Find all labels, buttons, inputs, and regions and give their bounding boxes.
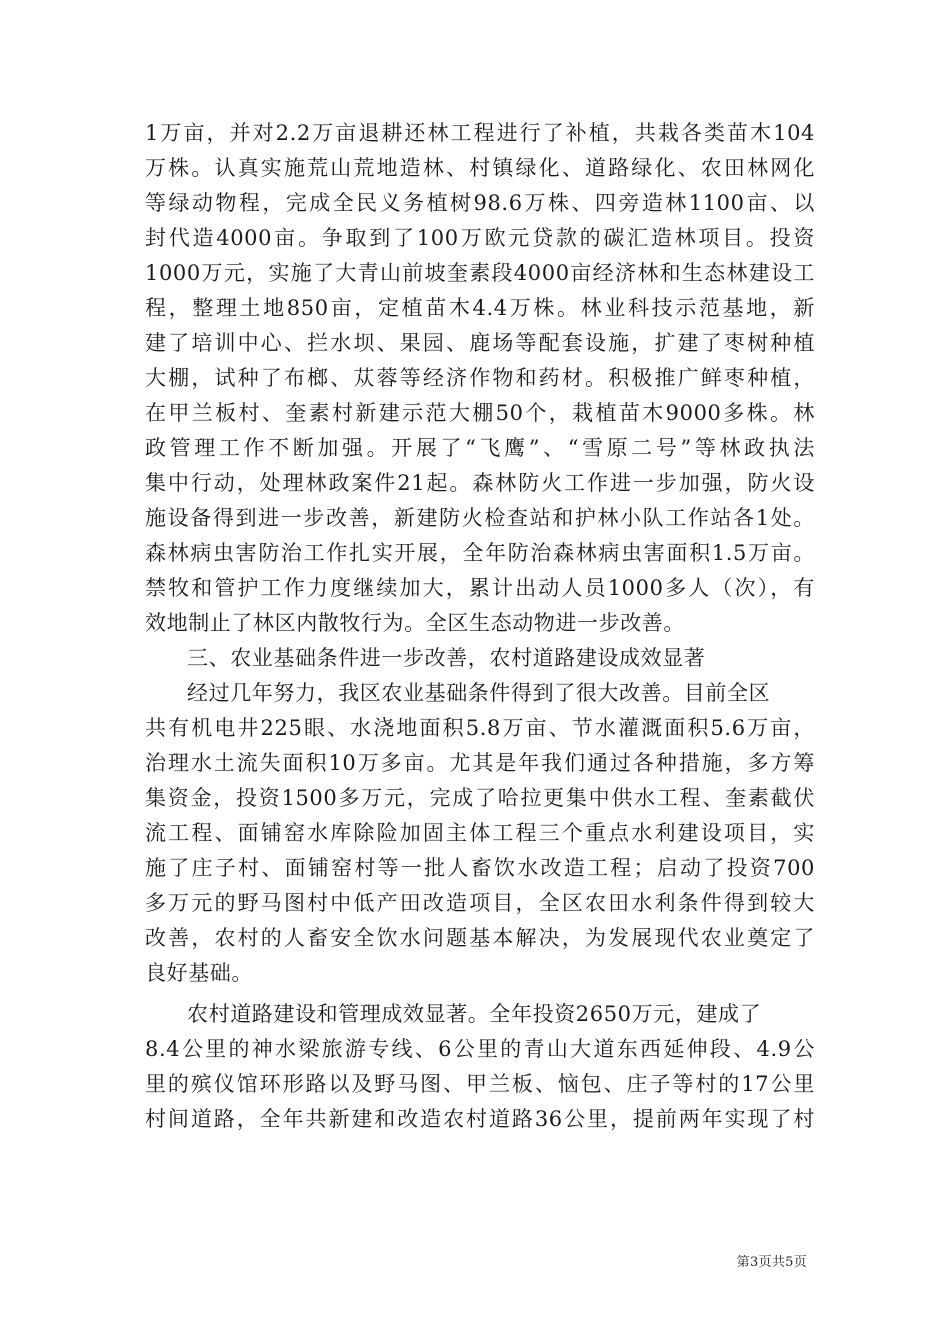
paragraph-roads — [145, 997, 815, 1137]
text-line: 1000万元，实施了大青山前坡奎素段4000亩经济林和生态林建设工 — [145, 261, 815, 285]
text-line: 共有机电井225眼、水浇地面积5.8万亩、节水灌溉面积5.6万亩， — [145, 716, 815, 740]
text-line: 良好基础。 — [145, 961, 253, 985]
text-line: 农村道路建设和管理成效显著。全年投资2650万元，建成了 — [187, 1002, 762, 1026]
paragraph-forestry — [145, 116, 815, 641]
section-heading: 三、农业基础条件进一步改善，农村道路建设成效显著 — [187, 646, 706, 670]
text-line: 里的殡仪馆环形路以及野马图、甲兰板、恼包、庄子等村的17公里 — [145, 1072, 815, 1096]
text-line: 程，整理土地850亩，定植苗木4.4万株。林业科技示范基地，新 — [145, 296, 815, 320]
text-line: 建了培训中心、拦水坝、果园、鹿场等配套设施，扩建了枣树种植 — [145, 331, 815, 355]
text-line: 多万元的野马图村中低产田改造项目，全区农田水利条件得到较大 — [145, 891, 815, 915]
text-line: 封代造4000亩。争取到了100万欧元贷款的碳汇造林项目。投资 — [145, 226, 815, 250]
text-line: 施设备得到进一步改善，新建防火检查站和护林小队工作站各1处。 — [145, 506, 815, 530]
text-line: 森林病虫害防治工作扎实开展，全年防治森林病虫害面积1.5万亩。 — [145, 541, 815, 565]
text-line: 禁牧和管护工作力度继续加大，累计出动人员1000多人（次），有 — [145, 576, 815, 600]
text-line: 改善，农村的人畜安全饮水问题基本解决，为发展现代农业奠定了 — [145, 926, 815, 950]
text-line: 流工程、面铺窑水库除险加固主体工程三个重点水利建设项目，实 — [145, 821, 815, 845]
text-line: 村间道路，全年共新建和改造农村道路36公里，提前两年实现了村 — [145, 1107, 815, 1131]
text-line: 治理水土流失面积10万多亩。尤其是年我们通过各种措施，多方筹 — [145, 751, 815, 775]
text-line: 大棚，试种了布榔、苁蓉等经济作物和药材。积极推广鲜枣种植， — [145, 366, 815, 390]
paragraph-agriculture — [145, 676, 815, 991]
page-number: 第3页共5页 — [736, 1255, 807, 1270]
text-line: 效地制止了林区内散牧行为。全区生态动物进一步改善。 — [145, 611, 685, 635]
text-line: 施了庄子村、面铺窑村等一批人畜饮水改造工程；启动了投资700 — [145, 856, 815, 880]
text-line: 集中行动，处理林政案件21起。森林防火工作进一步加强，防火设 — [145, 471, 815, 495]
text-line: 8.4公里的神水梁旅游专线、6公里的青山大道东西延伸段、4.9公 — [145, 1037, 815, 1061]
text-line: 万株。认真实施荒山荒地造林、村镇绿化、道路绿化、农田林网化 — [145, 156, 815, 180]
document-body — [145, 116, 815, 1137]
text-line: 政管理工作不断加强。开展了“飞鹰”、“雪原二号”等林政执法 — [145, 436, 815, 460]
text-line: 集资金，投资1500多万元，完成了哈拉更集中供水工程、奎素截伏 — [145, 786, 815, 810]
text-line: 在甲兰板村、奎素村新建示范大棚50个，栽植苗木9000多株。林 — [145, 401, 815, 425]
text-line: 1万亩，并对2.2万亩退耕还林工程进行了补植，共栽各类苗木104 — [145, 121, 815, 145]
text-line: 经过几年努力，我区农业基础条件得到了很大改善。目前全区 — [187, 681, 771, 705]
text-line: 等绿动物程，完成全民义务植树98.6万株、四旁造林1100亩、以 — [145, 191, 815, 215]
